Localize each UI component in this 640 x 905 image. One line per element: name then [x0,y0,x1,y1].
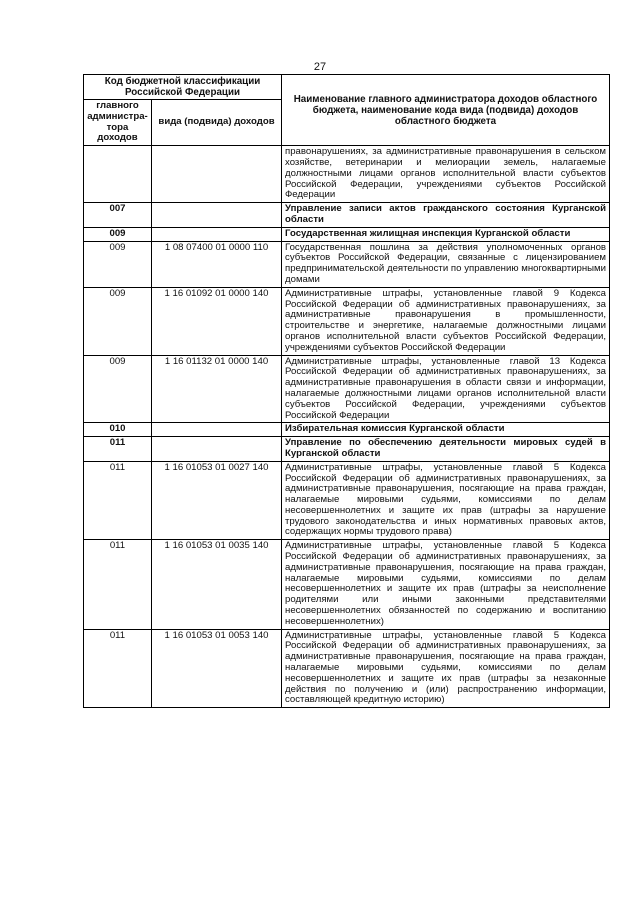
name-column-header: Наименование главного администратора доходов областного бюджета, наименование кода вида (подвида) доходов областного бюджета [282,75,610,146]
table-row [84,203,610,228]
admin-code-cell: 009 [84,227,152,241]
table-row [84,355,610,423]
description-cell: Административные штрафы, установленные главой 13 Кодекса Российской Федерации об административных правонарушениях, за административные правонарушения в области связи и информации, налагаемые должностными лицами органов исполнительной власти субъектов Российской Федерации, учреждениями субъектов Российской Федерации [282,355,610,423]
admin-code-cell: 010 [84,423,152,437]
budget-classification-table [83,74,610,708]
description-cell: Административные штрафы, установленные главой 9 Кодекса Российской Федерации об административных правонарушениях, за административные правонарушения в промышленности, строительстве и энергетике, налагаемые должностными лицами органов исполнительной власти субъектов Российской Федерации, учреждениями субъектов Российской Федерации [282,287,610,355]
admin-code-cell: 011 [84,461,152,540]
admin-code-cell: 009 [84,287,152,355]
income-code-cell: 1 16 01053 01 0027 140 [152,461,282,540]
description-cell: Государственная жилищная инспекция Курганской области [282,227,610,241]
admin-code-cell: 011 [84,540,152,629]
admin-code-cell [84,146,152,203]
table-row [84,540,610,629]
admin-column-header: главного администра-тора доходов [84,100,152,146]
table-row [84,241,610,287]
income-code-cell: 1 16 01092 01 0000 140 [152,287,282,355]
table-row [84,461,610,540]
income-code-cell: 1 16 01132 01 0000 140 [152,355,282,423]
income-code-cell [152,203,282,228]
admin-code-cell: 009 [84,355,152,423]
income-code-cell [152,146,282,203]
admin-code-cell: 011 [84,629,152,708]
table-row [84,437,610,462]
table-row [84,146,610,203]
page-number: 27 [313,61,327,73]
admin-code-cell: 009 [84,241,152,287]
classification-header: Код бюджетной классификации Российской Федерации [84,75,282,100]
income-code-cell [152,437,282,462]
income-code-cell: 1 08 07400 01 0000 110 [152,241,282,287]
income-code-cell: 1 16 01053 01 0035 140 [152,540,282,629]
table-row [84,287,610,355]
description-cell: Управление по обеспечению деятельности мировых судей в Курганской области [282,437,610,462]
description-cell: Государственная пошлина за действия уполномоченных органов субъектов Российской Федерации, связанные с лицензированием предпринимательской деятельности по управлению многоквартирными домами [282,241,610,287]
income-code-cell [152,227,282,241]
income-code-cell [152,423,282,437]
table-row [84,227,610,241]
admin-code-cell: 007 [84,203,152,228]
description-cell: правонарушениях, за административные правонарушения в сельском хозяйстве, ветеринарии и мелиорации земель, налагаемые должностными лицами органов исполнительной власти субъектов Российской Федерации, учреждениями субъектов Российской Федерации [282,146,610,203]
description-cell: Административные штрафы, установленные главой 5 Кодекса Российской Федерации об административных правонарушениях, за административные правонарушения, посягающие на права граждан, налагаемые мировыми судьями, комиссиями по делам несовершеннолетних и защите их прав (штрафы за незаконные действия по получению и (или) распространению информации, составляющей кредитную историю) [282,629,610,708]
type-column-header: вида (подвида) доходов [152,100,282,146]
table-row [84,423,610,437]
description-cell: Административные штрафы, установленные главой 5 Кодекса Российской Федерации об административных правонарушениях, за административные правонарушения, посягающие на права граждан, налагаемые мировыми судьями, комиссиями по делам несовершеннолетних и защите их прав (штрафы за неисполнение родителями или иными законными представителями несовершеннолетних обязанностей по содержанию и воспитанию несовершеннолетних) [282,540,610,629]
description-cell: Административные штрафы, установленные главой 5 Кодекса Российской Федерации об административных правонарушениях, за административные правонарушения, посягающие на права граждан, налагаемые мировыми судьями, комиссиями по делам несовершеннолетних и защите их прав (штрафы за нарушение трудового законодательства и иных нормативных правовых актов, содержащих нормы трудового права) [282,461,610,540]
description-cell: Управление записи актов гражданского состояния Курганской области [282,203,610,228]
income-code-cell: 1 16 01053 01 0053 140 [152,629,282,708]
table-row [84,629,610,708]
table-header [84,75,610,146]
description-cell: Избирательная комиссия Курганской области [282,423,610,437]
table-body [84,146,610,708]
admin-code-cell: 011 [84,437,152,462]
